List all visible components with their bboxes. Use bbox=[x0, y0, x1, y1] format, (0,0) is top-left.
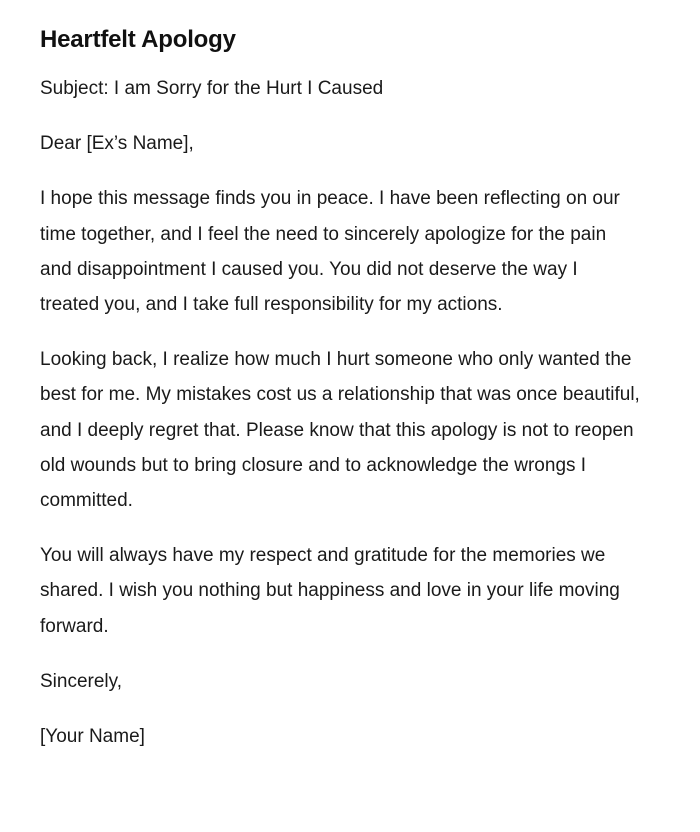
letter-title: Heartfelt Apology bbox=[40, 26, 236, 53]
body-paragraph-2: Looking back, I realize how much I hurt someone who only wanted the best for me. My mistakes cost us a relationship that was once beautiful, and I deeply regret that. Please know that this apology is not to reopen old wounds but to bring closure and to acknowledge the wrongs I committed. bbox=[40, 349, 640, 512]
subject-line: Subject: I am Sorry for the Hurt I Caused bbox=[40, 78, 384, 99]
closing: Sincerely, bbox=[40, 670, 123, 692]
body-paragraph-3: You will always have my respect and gratitude for the memories we shared. I wish you nothing but happiness and love in your life moving forward. bbox=[40, 545, 620, 637]
signature: [Your Name] bbox=[40, 726, 145, 748]
salutation: Dear [Ex’s Name], bbox=[40, 133, 194, 155]
body-paragraph-1: I hope this message finds you in peace. I have been reflecting on our time together, and I feel the need to sincerely apologize for the pain and disappointment I caused you. You did not deserve the way I treated you, and I take full responsibility for my actions. bbox=[40, 188, 620, 316]
